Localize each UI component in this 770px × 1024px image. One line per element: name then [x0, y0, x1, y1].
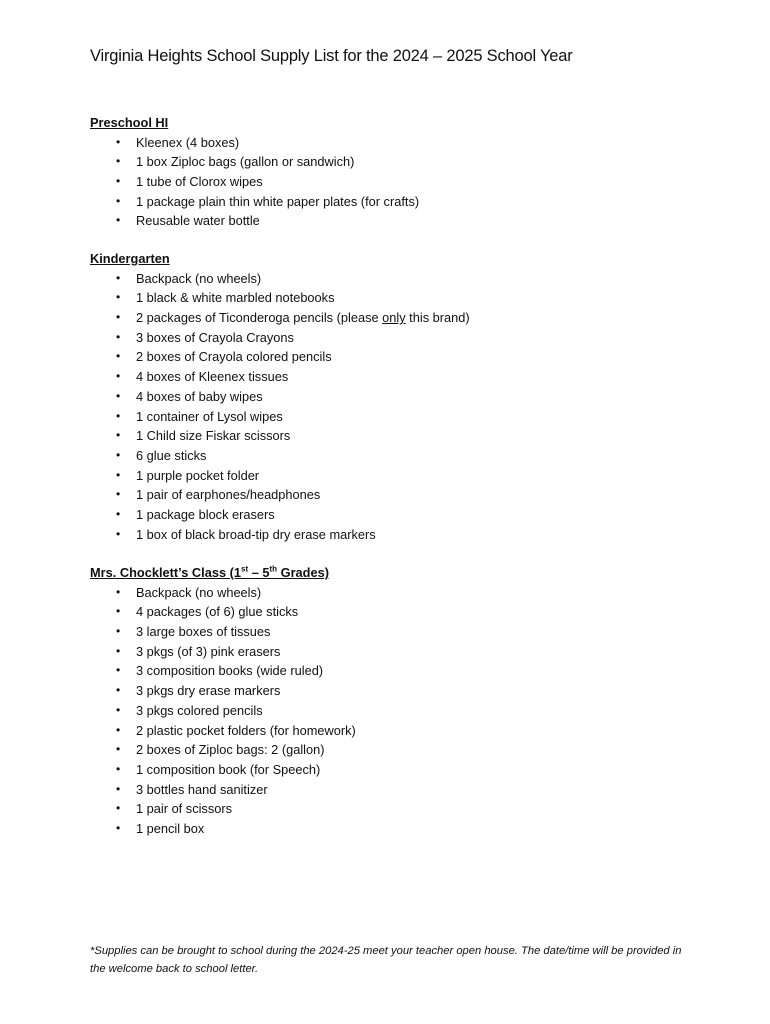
- section-preschool: [90, 113, 419, 231]
- preschool-list: [90, 133, 419, 231]
- bullet-icon: •: [116, 722, 121, 737]
- bullet-icon: •: [116, 447, 121, 462]
- list-item: • 2 plastic pocket folders (for homework): [90, 721, 356, 741]
- bullet-icon: •: [116, 193, 121, 208]
- bullet-icon: •: [116, 467, 121, 482]
- list-item: • 6 glue sticks: [90, 446, 470, 466]
- section-chocklett-class: [90, 563, 356, 839]
- bullet-icon: •: [116, 761, 121, 776]
- bullet-icon: •: [116, 270, 121, 285]
- bullet-icon: •: [116, 663, 121, 678]
- bullet-icon: •: [116, 781, 121, 796]
- bullet-icon: •: [116, 388, 121, 403]
- bullet-icon: •: [116, 174, 121, 189]
- list-item: • Backpack (no wheels): [90, 583, 356, 603]
- list-item: • 1 composition book (for Speech): [90, 760, 356, 780]
- bullet-icon: •: [116, 290, 121, 305]
- list-item: • 3 pkgs colored pencils: [90, 701, 356, 721]
- list-item: • 4 packages (of 6) glue sticks: [90, 602, 356, 622]
- bullet-icon: •: [116, 742, 121, 757]
- section-heading-preschool: Preschool HI: [90, 115, 169, 130]
- bullet-icon: •: [116, 604, 121, 619]
- list-item: • 1 pair of scissors: [90, 799, 356, 819]
- footnote: *Supplies can be brought to school during the 2024-25 meet your teacher open house. The date/time will be provided in the welcome back to school letter.: [90, 945, 682, 975]
- bullet-icon: •: [116, 526, 121, 541]
- list-item: • Kleenex (4 boxes): [90, 133, 419, 153]
- bullet-icon: •: [116, 428, 121, 443]
- bullet-icon: •: [116, 801, 121, 816]
- bullet-icon: •: [116, 487, 121, 502]
- bullet-icon: •: [116, 584, 121, 599]
- list-item: • 2 boxes of Ziploc bags: 2 (gallon): [90, 740, 356, 760]
- bullet-icon: •: [116, 408, 121, 423]
- list-item: • 1 container of Lysol wipes: [90, 407, 470, 427]
- list-item: • 4 boxes of Kleenex tissues: [90, 367, 470, 387]
- bullet-icon: •: [116, 213, 121, 228]
- bullet-icon: •: [116, 329, 121, 344]
- section-heading-chocklett: Mrs. Chocklett’s Class (1st – 5th Grades): [90, 564, 329, 580]
- list-item: • 1 black & white marbled notebooks: [90, 288, 470, 308]
- emphasis-only: only: [382, 310, 406, 326]
- list-item: • 1 package block erasers: [90, 505, 470, 525]
- list-item: • 1 package plain thin white paper plates (for crafts): [90, 192, 419, 212]
- list-item: • 1 box of black broad-tip dry erase markers: [90, 525, 470, 545]
- bullet-icon: •: [116, 154, 121, 169]
- bullet-icon: •: [116, 683, 121, 698]
- list-item: • 3 pkgs (of 3) pink erasers: [90, 642, 356, 662]
- list-item: • Reusable water bottle: [90, 211, 419, 231]
- bullet-icon: •: [116, 349, 121, 364]
- list-item: • 1 pencil box: [90, 819, 356, 839]
- chocklett-list: [90, 583, 356, 839]
- bullet-icon: •: [116, 134, 121, 149]
- list-item: • 3 large boxes of tissues: [90, 622, 356, 642]
- list-item: • 1 Child size Fiskar scissors: [90, 426, 470, 446]
- list-item: • 4 boxes of baby wipes: [90, 387, 470, 407]
- bullet-icon: •: [116, 310, 121, 325]
- list-item: • Backpack (no wheels): [90, 269, 470, 289]
- bullet-icon: •: [116, 643, 121, 658]
- bullet-icon: •: [116, 624, 121, 639]
- bullet-icon: •: [116, 820, 121, 835]
- bullet-icon: •: [116, 506, 121, 521]
- list-item: • 1 purple pocket folder: [90, 466, 470, 486]
- list-item: • 3 bottles hand sanitizer: [90, 780, 356, 800]
- bullet-icon: •: [116, 369, 121, 384]
- bullet-icon: •: [116, 702, 121, 717]
- list-item: • 3 composition books (wide ruled): [90, 661, 356, 681]
- list-item: • 2 boxes of Crayola colored pencils: [90, 347, 470, 367]
- list-item: • 3 pkgs dry erase markers: [90, 681, 356, 701]
- list-item: • 2 packages of Ticonderoga pencils (please only this brand): [90, 308, 470, 328]
- document-title: Virginia Heights School Supply List for the 2024 – 2025 School Year: [90, 47, 573, 65]
- section-kindergarten: [90, 249, 470, 544]
- list-item: • 1 pair of earphones/headphones: [90, 485, 470, 505]
- list-item: • 1 box Ziploc bags (gallon or sandwich): [90, 152, 419, 172]
- list-item: • 1 tube of Clorox wipes: [90, 172, 419, 192]
- kindergarten-list: [90, 269, 470, 545]
- list-item: • 3 boxes of Crayola Crayons: [90, 328, 470, 348]
- section-heading-kindergarten: Kindergarten: [90, 251, 170, 266]
